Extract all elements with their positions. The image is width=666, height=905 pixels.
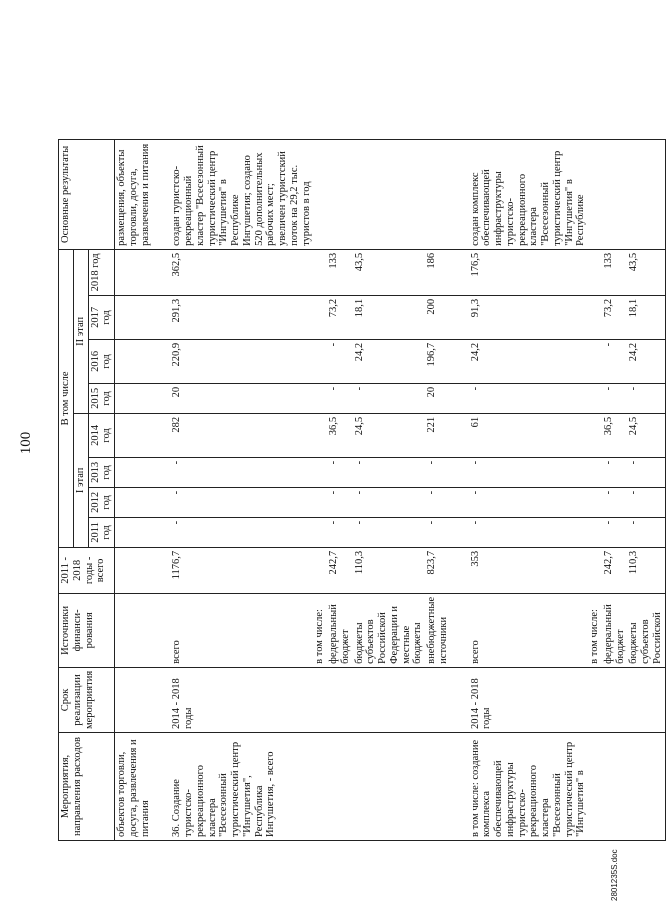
year-value-cell: -	[602, 457, 628, 487]
year-value-cell: 221	[425, 413, 451, 457]
term-cell	[425, 667, 451, 732]
source-cell: бюджеты субъектов Российской	[627, 593, 665, 667]
year-value-cell: 73,2	[602, 295, 628, 339]
total-cell: 242,7	[327, 547, 353, 593]
year-value-cell: 43,5	[627, 249, 665, 295]
year-value-cell: -	[170, 457, 313, 487]
year-value-cell: -	[327, 517, 353, 547]
spacer-cell	[152, 383, 170, 413]
source-cell: федеральный бюджет	[602, 593, 628, 667]
year-value-cell: 133	[602, 249, 628, 295]
table-row	[602, 139, 628, 840]
year-value-cell: 36,5	[327, 413, 353, 457]
measure-cell	[313, 733, 327, 841]
table-row	[425, 139, 451, 840]
total-cell	[588, 547, 602, 593]
measure-cell: в том числе: создание комплекса обеспечивающей инфраструктуры туристско-рекреационного кластера "Всесезонный туристический центр "Ингушетия" в	[469, 733, 589, 841]
year-value-cell	[115, 249, 153, 295]
year-value-cell	[313, 517, 327, 547]
spacer-cell	[152, 593, 170, 667]
measure-cell: 36. Создание туристско-рекреационного кластера "Всесезонный туристический центр "Ингушетия", Республика Ингушетия, - всего	[170, 733, 313, 841]
year-value-cell: 186	[425, 249, 451, 295]
spacer-cell	[152, 249, 170, 295]
year-value-cell: 20	[425, 383, 451, 413]
year-value-cell	[313, 487, 327, 517]
measure-cell	[425, 733, 451, 841]
year-value-cell: -	[170, 487, 313, 517]
spacer-cell	[152, 547, 170, 593]
year-value-cell: 24,5	[627, 413, 665, 457]
header-measures: Мероприятия, направления расходов	[59, 733, 115, 841]
year-value-cell	[588, 517, 602, 547]
year-value-cell: 133	[327, 249, 353, 295]
year-value-cell	[588, 339, 602, 383]
year-value-cell: 43,5	[353, 249, 426, 295]
year-value-cell: -	[602, 383, 628, 413]
spacer-cell	[451, 413, 469, 457]
spacer-cell	[451, 339, 469, 383]
year-value-cell	[313, 413, 327, 457]
year-value-cell: -	[425, 487, 451, 517]
result-cell: размещения, объекты торговли, досуга, развлечения и питания	[115, 139, 153, 249]
year-value-cell: -	[469, 487, 589, 517]
year-value-cell	[588, 295, 602, 339]
year-value-cell: 73,2	[327, 295, 353, 339]
year-value-cell: 18,1	[353, 295, 426, 339]
year-value-cell: 220,9	[170, 339, 313, 383]
table-body	[115, 139, 666, 840]
source-cell: бюджеты субъектов Российской Федерации и местные бюджеты	[353, 593, 426, 667]
table-row	[469, 139, 589, 840]
header-year: 2011 год	[88, 517, 115, 547]
table-row	[327, 139, 353, 840]
year-value-cell	[588, 487, 602, 517]
term-cell	[353, 667, 426, 732]
term-cell: 2014 - 2018 годы	[469, 667, 589, 732]
year-value-cell	[313, 249, 327, 295]
total-cell: 110,3	[627, 547, 665, 593]
result-cell	[588, 139, 602, 249]
result-cell	[425, 139, 451, 249]
measure-cell	[588, 733, 602, 841]
spacer-cell	[152, 413, 170, 457]
spacer-row	[152, 139, 170, 840]
year-value-cell: -	[469, 517, 589, 547]
year-value-cell	[588, 383, 602, 413]
year-value-cell: -	[469, 457, 589, 487]
result-cell: создан туристско-рекреационный кластер "Всесезонный туристический центр "Ингушетия" в Республике Ингушетия; создано 520 дополнительных рабочих мест; увеличен туристский поток на 29,2 тыс. туристов в год	[170, 139, 313, 249]
table-row	[353, 139, 426, 840]
source-cell: всего	[170, 593, 313, 667]
year-value-cell: 91,3	[469, 295, 589, 339]
result-cell	[602, 139, 628, 249]
spacer-cell	[451, 457, 469, 487]
year-value-cell: -	[627, 517, 665, 547]
measure-cell: объектов торговли, досуга, развлечения и питания	[115, 733, 153, 841]
year-value-cell	[115, 457, 153, 487]
year-value-cell: 362,5	[170, 249, 313, 295]
year-value-cell	[115, 339, 153, 383]
result-cell: создан комплекс обеспечивающей инфраструктуры туристско-рекреационного кластера "Всесезонный туристический центр "Ингушетия" в Республике	[469, 139, 589, 249]
year-value-cell	[115, 383, 153, 413]
year-value-cell: 176,5	[469, 249, 589, 295]
year-value-cell	[115, 517, 153, 547]
header-stage-2: II этап	[73, 249, 88, 413]
year-value-cell: -	[602, 339, 628, 383]
year-value-cell: 24,2	[469, 339, 589, 383]
header-including: В том числе	[59, 249, 74, 547]
spacer-cell	[451, 517, 469, 547]
spacer-cell	[152, 295, 170, 339]
header-year: 2015 год	[88, 383, 115, 413]
source-cell: всего	[469, 593, 589, 667]
year-value-cell	[588, 413, 602, 457]
source-cell: внебюджетные источники	[425, 593, 451, 667]
spacer-cell	[451, 139, 469, 249]
spacer-cell	[152, 457, 170, 487]
total-cell: 110,3	[353, 547, 426, 593]
year-value-cell: -	[469, 383, 589, 413]
year-value-cell: 200	[425, 295, 451, 339]
page-number: 100	[18, 431, 34, 455]
spacer-cell	[451, 295, 469, 339]
year-value-cell	[588, 457, 602, 487]
result-cell	[353, 139, 426, 249]
result-cell	[627, 139, 665, 249]
year-value-cell: -	[353, 383, 426, 413]
total-cell: 353	[469, 547, 589, 593]
measure-cell	[327, 733, 353, 841]
year-value-cell: 196,7	[425, 339, 451, 383]
header-year: 2013 год	[88, 457, 115, 487]
document-id: 2801235S.doc	[610, 849, 619, 901]
term-cell	[115, 667, 153, 732]
table-row	[115, 139, 153, 840]
header-year: 2014 год	[88, 413, 115, 457]
header-sources: Источники финанси-рования	[59, 593, 115, 667]
year-value-cell: -	[353, 517, 426, 547]
spacer-row	[451, 139, 469, 840]
header-term: Срок реализации мероприятия	[59, 667, 115, 732]
year-value-cell: 282	[170, 413, 313, 457]
year-value-cell	[588, 249, 602, 295]
year-value-cell: 36,5	[602, 413, 628, 457]
spacer-cell	[152, 139, 170, 249]
term-cell	[627, 667, 665, 732]
spacer-cell	[152, 667, 170, 732]
year-value-cell: -	[425, 517, 451, 547]
source-cell: в том числе:	[588, 593, 602, 667]
table-row	[627, 139, 665, 840]
total-cell	[115, 547, 153, 593]
source-cell: в том числе:	[313, 593, 327, 667]
total-cell: 242,7	[602, 547, 628, 593]
table-row	[170, 139, 313, 840]
year-value-cell: -	[602, 487, 628, 517]
expenditure-table	[58, 139, 666, 841]
year-value-cell	[313, 383, 327, 413]
header-stage-1: I этап	[73, 413, 88, 547]
total-cell	[313, 547, 327, 593]
spacer-cell	[451, 733, 469, 841]
year-value-cell: 24,5	[353, 413, 426, 457]
spacer-cell	[152, 339, 170, 383]
year-value-cell	[115, 295, 153, 339]
header-total: 2011 - 2018 годы - всего	[59, 547, 115, 593]
year-value-cell: -	[353, 487, 426, 517]
year-value-cell	[115, 413, 153, 457]
source-cell	[115, 593, 153, 667]
spacer-cell	[152, 733, 170, 841]
result-cell	[313, 139, 327, 249]
table-row	[313, 139, 327, 840]
year-value-cell: -	[602, 517, 628, 547]
year-value-cell: -	[627, 487, 665, 517]
total-cell: 823,7	[425, 547, 451, 593]
spacer-cell	[451, 487, 469, 517]
header-year: 2017 год	[88, 295, 115, 339]
year-value-cell	[313, 339, 327, 383]
year-value-cell: -	[170, 517, 313, 547]
year-value-cell: -	[327, 339, 353, 383]
spacer-cell	[152, 487, 170, 517]
year-value-cell: 20	[170, 383, 313, 413]
year-value-cell: -	[327, 487, 353, 517]
term-cell	[588, 667, 602, 732]
year-value-cell: 61	[469, 413, 589, 457]
header-year: 2012 год	[88, 487, 115, 517]
year-value-cell: -	[353, 457, 426, 487]
spacer-cell	[451, 383, 469, 413]
year-value-cell: 18,1	[627, 295, 665, 339]
spacer-cell	[152, 517, 170, 547]
term-cell: 2014 - 2018 годы	[170, 667, 313, 732]
table-row	[588, 139, 602, 840]
spacer-cell	[451, 249, 469, 295]
header-year: 2018 год	[88, 249, 115, 295]
spacer-cell	[451, 593, 469, 667]
source-cell: федеральный бюджет	[327, 593, 353, 667]
measure-cell	[353, 733, 426, 841]
year-value-cell: 24,2	[353, 339, 426, 383]
measure-cell	[602, 733, 628, 841]
year-value-cell: -	[627, 457, 665, 487]
year-value-cell: -	[627, 383, 665, 413]
header-year: 2016 год	[88, 339, 115, 383]
term-cell	[602, 667, 628, 732]
year-value-cell: 291,3	[170, 295, 313, 339]
year-value-cell	[313, 457, 327, 487]
spacer-cell	[451, 547, 469, 593]
total-cell: 1176,7	[170, 547, 313, 593]
year-value-cell: -	[327, 383, 353, 413]
result-cell	[327, 139, 353, 249]
term-cell	[313, 667, 327, 732]
year-value-cell: -	[425, 457, 451, 487]
header-results: Основные результаты	[59, 139, 115, 249]
measure-cell	[627, 733, 665, 841]
spacer-cell	[451, 667, 469, 732]
year-value-cell: -	[327, 457, 353, 487]
year-value-cell	[115, 487, 153, 517]
year-value-cell	[313, 295, 327, 339]
term-cell	[327, 667, 353, 732]
year-value-cell: 24,2	[627, 339, 665, 383]
